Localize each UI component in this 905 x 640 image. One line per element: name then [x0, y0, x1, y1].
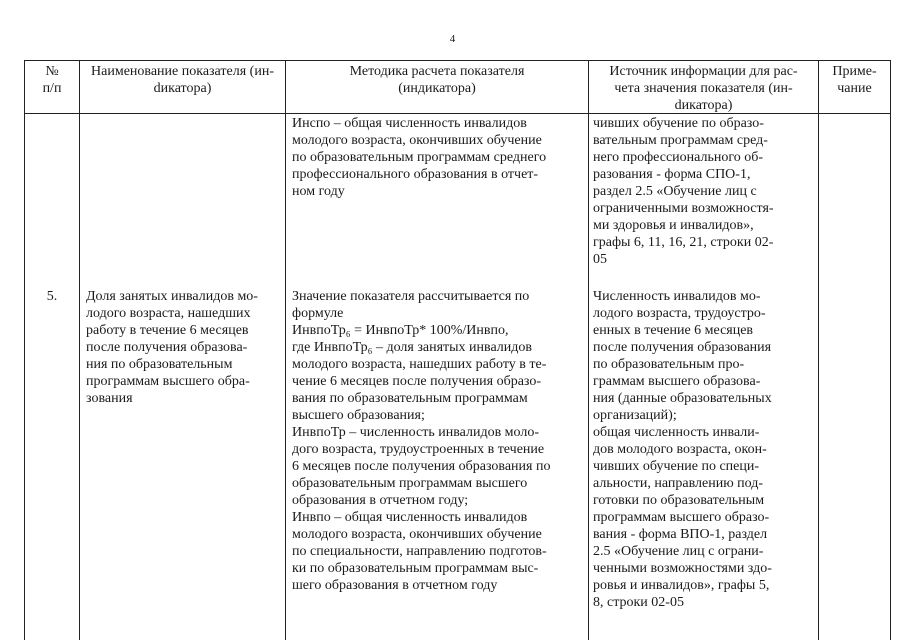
header-num: № п/п	[42, 64, 62, 96]
column-divider-2	[285, 60, 286, 640]
column-divider-1	[79, 60, 80, 640]
header-name: Наименование показателя (ин- dикатора)	[91, 64, 274, 96]
column-divider-4	[818, 60, 819, 640]
page-number: 4	[449, 33, 456, 45]
column-divider-3	[588, 60, 589, 640]
table-right-border	[890, 60, 891, 640]
continuation-source-cell: чивших обучение по образо- вательным программам сред- него профессионального об- разования - форма СПО-1, раздел 2.5 «Обучение лиц с ограниченными возможностя- ми здоровья и инвалидов», графы 6, 11, 16, 21, строки 02- 05	[593, 116, 774, 267]
row5-source-cell: Численность инвалидов мо- лодого возраста, трудоустро- енных в течение 6 месяцев после получения образования по образовательным про- граммам высшего образова- ния (данные образовательных организаций); общая численность инвали- дов молодого возраста, окон- чивших обучение по специ- альности, направлению под- готовки по образовательным программам высшего образо- вания - форма ВПО-1, раздел 2.5 «Обучение лиц с ограни- ченными возможностями здо- ровья и инвалидов», графы 5, 8, строки 02-05	[593, 289, 772, 610]
row5-name-cell: Доля занятых инвалидов мо- лодого возраста, нашедших работу в течение 6 месяцев после получения образова- ния по образовательным программам высшего обра- зования	[86, 289, 258, 406]
table-top-border	[24, 60, 890, 61]
header-method: Методика расчета показателя (индикатора)	[349, 64, 525, 96]
row5-method-cell: Значение показателя рассчитывается по формуле ИнвпоТр₆ = ИнвпоТр* 100%/Инвпо, где ИнвпоТр₆ – доля занятых инвалидов молодого возраста, нашедших работу в те- чение 6 месяцев после получения образо- вания по образовательным программам высшего образования; ИнвпоТр – численность инвалидов моло- дого возраста, трудоустроенных в течение 6 месяцев после получения образования по образовательным программам высшего образования в отчетном году; Инвпо – общая численность инвалидов молодого возраста, окончивших обучение по специальности, направлению подготов- ки по образовательным программам выс- шего образования в отчетном году	[292, 289, 551, 593]
header-note: Приме- чание	[832, 64, 877, 96]
row5-num-cell: 5.	[46, 289, 58, 304]
header-source: Источник информации для рас- чета значения показателя (ин- dикатора)	[609, 64, 798, 113]
table-left-border	[24, 60, 25, 640]
continuation-method-cell: Инспо – общая численность инвалидов молодого возраста, окончивших обучение по образовательным программам среднего профессионального образования в отчет- ном году	[292, 116, 547, 199]
